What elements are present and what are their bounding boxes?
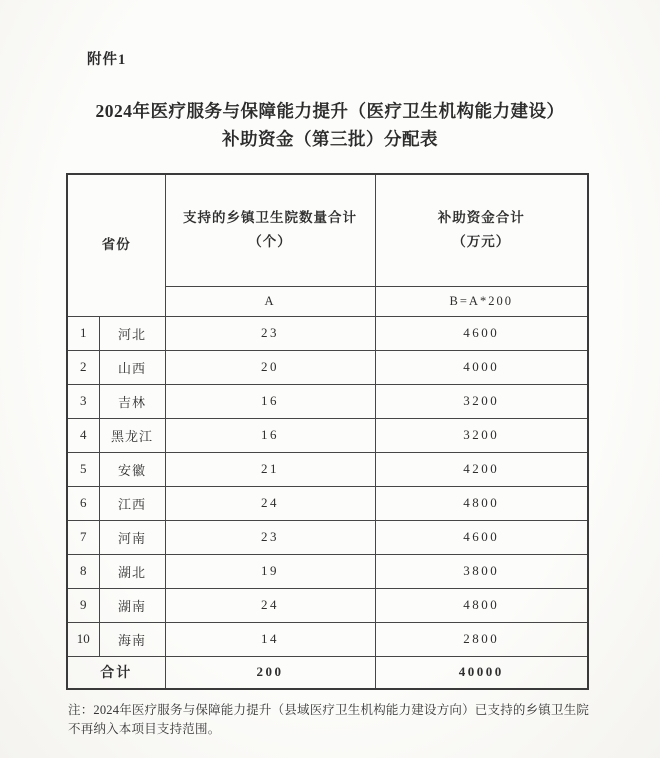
row-amount: 3200 [375, 418, 588, 452]
row-index: 5 [67, 452, 99, 486]
amount-header-unit: （万元） [452, 234, 511, 250]
row-count: 21 [165, 452, 375, 486]
total-count: 200 [165, 656, 375, 689]
row-province: 海南 [99, 622, 165, 656]
row-province: 山西 [99, 350, 165, 384]
table-row [67, 588, 588, 622]
row-province: 江西 [99, 486, 165, 520]
table-row [67, 350, 588, 384]
table-row [67, 452, 588, 486]
attachment-label: 附件1 [87, 52, 127, 68]
title-line-1: 2024年医疗服务与保障能力提升（医疗卫生机构能力建设） [95, 101, 565, 121]
footnote-line-2: 不再纳入本项目支持范围。 [68, 722, 221, 737]
allocation-table [66, 173, 589, 690]
row-province: 吉林 [99, 384, 165, 418]
footnote-line-1: 注：2024年医疗服务与保障能力提升（县域医疗卫生机构能力建设方向）已支持的乡镇卫生院 [68, 703, 590, 717]
row-index: 1 [67, 316, 99, 350]
column-header-province: 省份 [67, 174, 165, 316]
total-amount: 40000 [375, 656, 588, 689]
total-label: 合计 [67, 656, 165, 689]
row-amount: 4600 [375, 520, 588, 554]
row-province: 湖南 [99, 588, 165, 622]
row-amount: 2800 [375, 622, 588, 656]
row-count: 16 [165, 384, 375, 418]
amount-header-title: 补助资金合计 [437, 209, 525, 225]
row-amount: 4800 [375, 486, 588, 520]
column-header-count [165, 174, 375, 286]
row-index: 7 [67, 520, 99, 554]
row-index: 2 [67, 350, 99, 384]
row-amount: 3800 [375, 554, 588, 588]
row-count: 24 [165, 486, 375, 520]
count-header-title: 支持的乡镇卫生院数量合计 [183, 209, 357, 225]
table-row [67, 520, 588, 554]
row-amount: 4000 [375, 350, 588, 384]
table-row [67, 622, 588, 656]
title-line-2: 补助资金（第三批）分配表 [222, 129, 438, 149]
count-header-unit: （个） [248, 234, 292, 250]
row-province: 黑龙江 [99, 418, 165, 452]
row-amount: 4200 [375, 452, 588, 486]
row-province: 河北 [99, 316, 165, 350]
row-count: 23 [165, 520, 375, 554]
row-count: 19 [165, 554, 375, 588]
column-header-amount [375, 174, 588, 286]
row-index: 8 [67, 554, 99, 588]
row-province: 湖北 [99, 554, 165, 588]
row-index: 9 [67, 588, 99, 622]
row-province: 安徽 [99, 452, 165, 486]
row-amount: 4600 [375, 316, 588, 350]
table-row [67, 418, 588, 452]
table-row [67, 554, 588, 588]
row-count: 24 [165, 588, 375, 622]
table-row [67, 486, 588, 520]
row-index: 10 [67, 622, 99, 656]
row-count: 14 [165, 622, 375, 656]
formula-amount: B=A*200 [375, 286, 588, 316]
row-count: 23 [165, 316, 375, 350]
row-amount: 4800 [375, 588, 588, 622]
table-row [67, 384, 588, 418]
table-header-row [67, 174, 588, 286]
footnote [68, 701, 598, 740]
table-row [67, 316, 588, 350]
total-row [67, 656, 588, 689]
row-index: 6 [67, 486, 99, 520]
row-count: 20 [165, 350, 375, 384]
row-province: 河南 [99, 520, 165, 554]
document-title [0, 97, 660, 153]
row-amount: 3200 [375, 384, 588, 418]
formula-count: A [165, 286, 375, 316]
row-index: 3 [67, 384, 99, 418]
row-index: 4 [67, 418, 99, 452]
row-count: 16 [165, 418, 375, 452]
